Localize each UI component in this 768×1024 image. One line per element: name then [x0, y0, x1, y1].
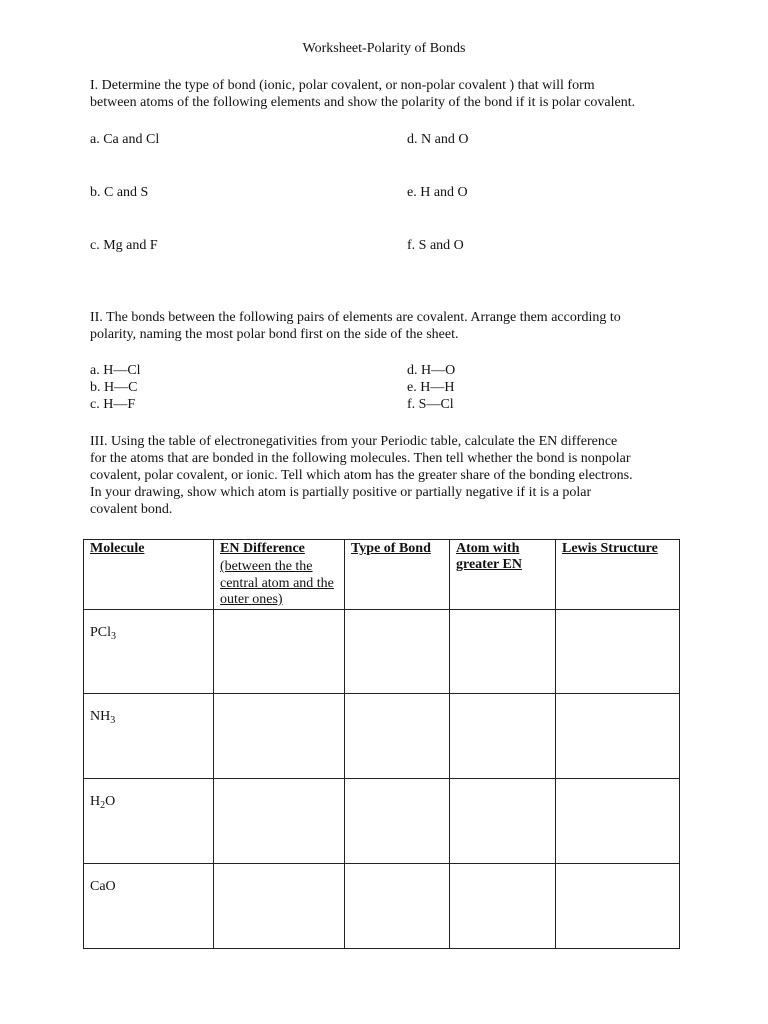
instruction-line: between atoms of the following elements and show the polarity of the bond if it is polar covalent. — [90, 95, 636, 110]
en-note-line: central atom and the — [220, 575, 334, 591]
answer-cell[interactable] — [450, 609, 556, 694]
bond-item: d. H—O — [407, 363, 456, 378]
instruction-line: polarity, naming the most polar bond first on the side of the sheet. — [90, 327, 459, 342]
header-row — [84, 540, 680, 610]
answer-table — [83, 539, 680, 949]
section-3-instructions — [90, 433, 690, 518]
answer-cell[interactable] — [450, 694, 556, 779]
item-d: d. N and O — [407, 132, 469, 147]
section-2-instructions — [90, 309, 690, 343]
answer-cell[interactable] — [556, 609, 680, 694]
instruction-line: covalent bond. — [90, 502, 173, 517]
item-e: e. H and O — [407, 185, 468, 200]
bond-item: f. S—Cl — [407, 397, 454, 412]
answer-cell[interactable] — [450, 779, 556, 864]
header-en-difference: EN Difference (between the the central atom and the outer ones) — [214, 540, 345, 610]
instruction-line: I. Determine the type of bond (ionic, polar covalent, or non-polar covalent ) that will form — [90, 78, 595, 93]
answer-cell[interactable] — [556, 694, 680, 779]
header-type-of-bond: Type of Bond — [345, 540, 450, 610]
item-c: c. Mg and F — [90, 238, 158, 253]
table-row — [84, 864, 680, 949]
answer-cell[interactable] — [345, 779, 450, 864]
answer-cell[interactable] — [556, 864, 680, 949]
answer-cell[interactable] — [345, 609, 450, 694]
instruction-line: In your drawing, show which atom is partially positive or partially negative if it is a polar — [90, 485, 592, 500]
instruction-line: II. The bonds between the following pairs of elements are covalent. Arrange them according to — [90, 310, 621, 325]
header-lewis-structure: Lewis Structure — [556, 540, 680, 610]
molecule-cell: CaO — [84, 864, 214, 949]
item-f: f. S and O — [407, 238, 464, 253]
answer-cell[interactable] — [345, 694, 450, 779]
header-atom-greater-en: Atom with greater EN — [450, 540, 556, 610]
bond-list-left — [90, 362, 141, 413]
molecule-cell: $H_2O$ — [84, 779, 214, 864]
table-row — [84, 609, 680, 694]
answer-cell[interactable] — [345, 864, 450, 949]
table-row — [84, 694, 680, 779]
bond-item: e. H—H — [407, 380, 455, 395]
bond-item: b. H—C — [90, 380, 138, 395]
item-b: b. C and S — [90, 185, 149, 200]
answer-cell[interactable] — [556, 779, 680, 864]
header-molecule: Molecule — [84, 540, 214, 610]
instruction-line: III. Using the table of electronegativities from your Periodic table, calculate the EN difference — [90, 434, 618, 449]
bond-item: c. H—F — [90, 397, 136, 412]
answer-cell[interactable] — [214, 779, 345, 864]
table-row — [84, 779, 680, 864]
molecule-cell: PCl$_3$ — [84, 609, 214, 694]
answer-cell[interactable] — [450, 864, 556, 949]
en-note-line: outer ones) — [220, 592, 283, 607]
instruction-line: covalent, polar covalent, or ionic. Tell which atom has the greater share of the bonding electrons. — [90, 468, 633, 483]
answer-cell[interactable] — [214, 864, 345, 949]
page-title: Worksheet-Polarity of Bonds — [302, 41, 466, 56]
molecule-cell: $NH_3$ — [84, 694, 214, 779]
bond-item: a. H—Cl — [90, 363, 141, 378]
en-note-line: (between the the — [220, 559, 313, 574]
answer-cell[interactable] — [214, 694, 345, 779]
section-1-instructions — [90, 77, 690, 111]
instruction-line: for the atoms that are bonded in the following molecules. Then tell whether the bond is nonpolar — [90, 451, 631, 466]
answer-cell[interactable] — [214, 609, 345, 694]
item-a: a. Ca and Cl — [90, 132, 160, 147]
bond-list-right — [407, 362, 455, 413]
